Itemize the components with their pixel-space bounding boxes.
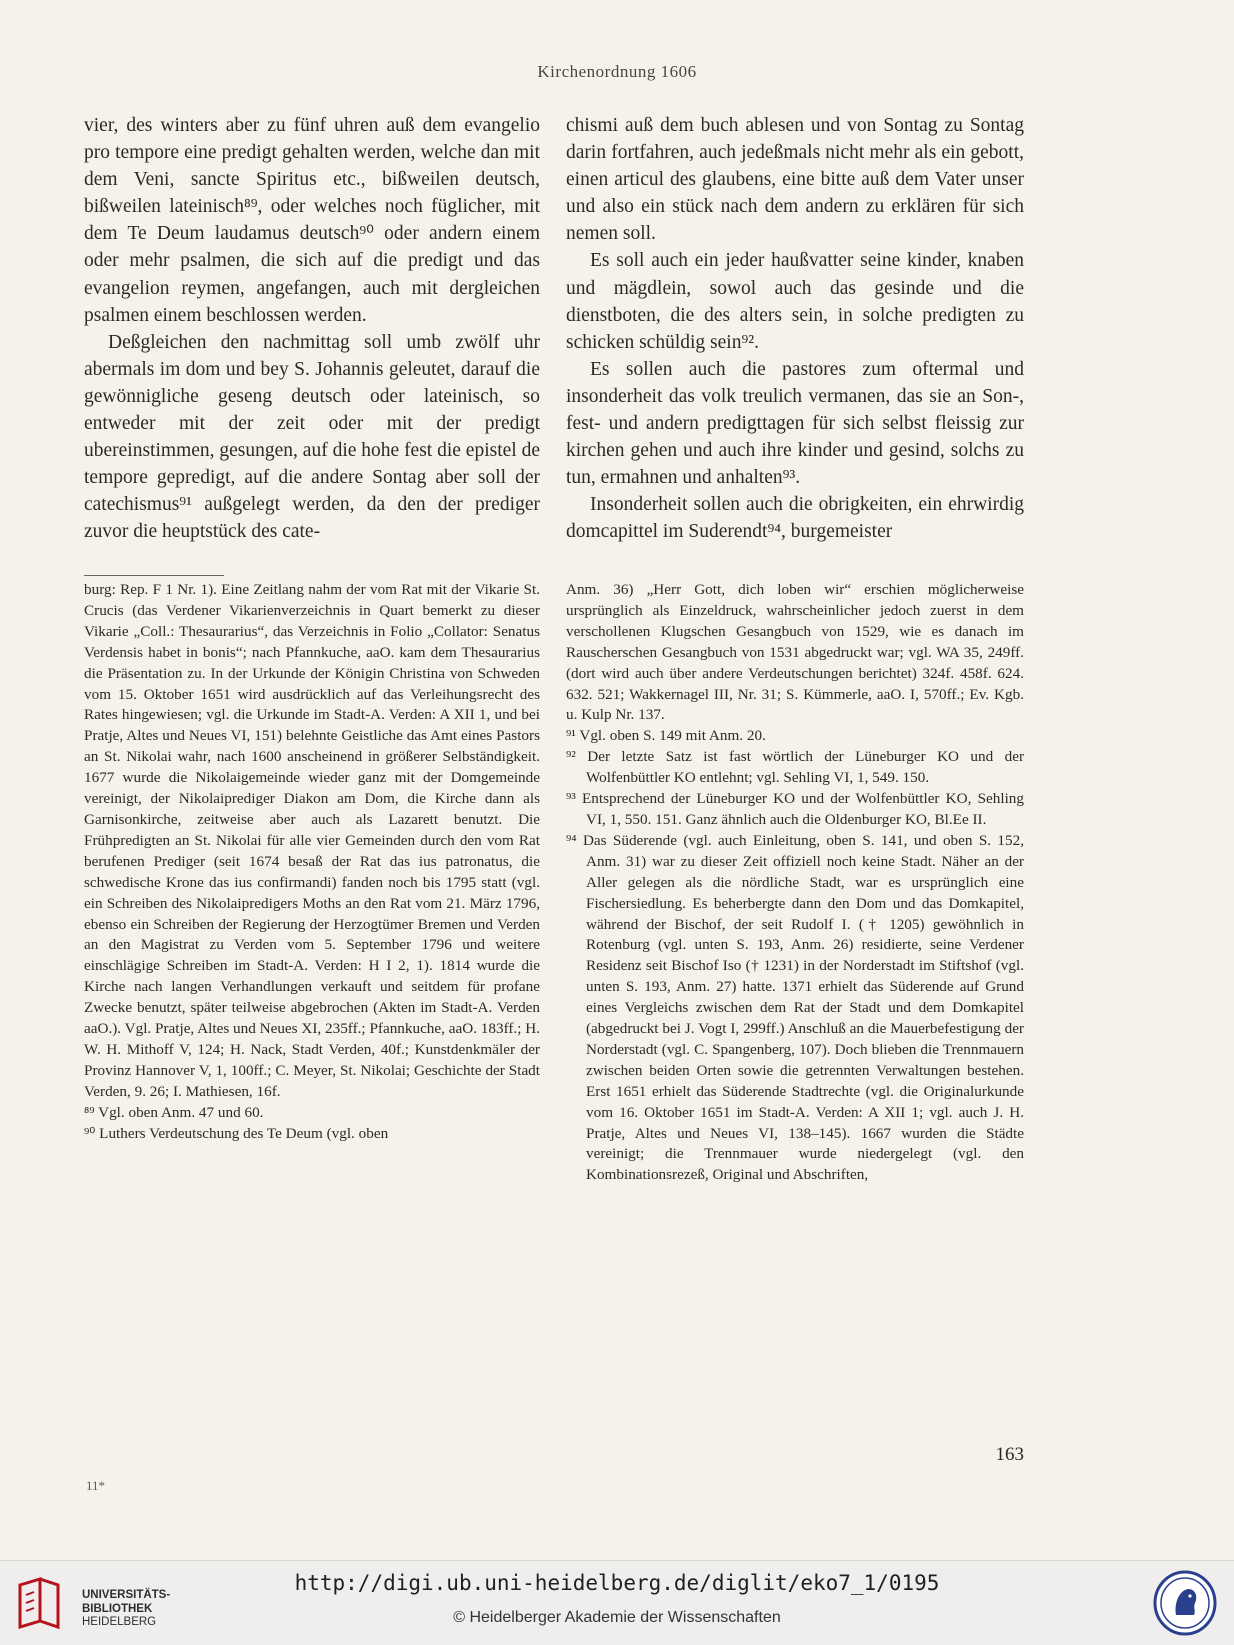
right-column-footnotes [566,580,1024,1186]
viewer-footer [0,1560,1234,1645]
permalink-url[interactable]: http://digi.ub.uni-heidelberg.de/diglit/eko7_1/0195 [294,1571,940,1595]
footnote-92: ⁹² Der letzte Satz ist fast wörtlich der Lüneburger KO und der Wolfenbüttler KO entlehnt; vgl. Sehling VI, 1, 549. 150. [566,748,1024,787]
paragraph: Es sollen auch die pastores zum oftermal und insonderheit das volk treulich vermanen, das sie an Son-, fest- und andern predigttagen für sich selbst fleissig zur kirchen gehen und auch ihre kinder und gesind, solchs zu tun, ermahnen und anhalten⁹³. [566,358,1024,489]
academy-seal-icon [1152,1569,1218,1637]
copyright-notice: © Heidelberger Akademie der Wissenschaften [453,1609,781,1626]
footnote-93: ⁹³ Entsprechend der Lüneburger KO und der Wolfenbüttler KO, Sehling VI, 1, 550. 151. Ganz ähnlich auch die Oldenburger KO, Bl.Ee II. [566,790,1024,828]
sheet-signature: 11* [86,1478,106,1493]
paragraph: chismi auß dem buch ablesen und von Sontag zu Sontag darin fortfahren, auch jedeßmals nicht mehr als ein gebott, einen articul des glaubens, eine bitte auß dem Vater unser und also ein stück nach dem andern zu erklären für sich nemen soll. [566,115,1024,245]
library-name-line: UNIVERSITÄTS- [82,1589,171,1601]
library-name-line: BIBLIOTHEK [82,1602,153,1615]
footnote-91: ⁹¹ Vgl. oben S. 149 mit Anm. 20. [566,727,766,745]
left-column-footnotes [84,580,540,1144]
paragraph: Insonderheit sollen auch die obrigkeiten, ein ehrwirdig domcapittel im Suderendt⁹⁴, burgemeister [566,494,1024,543]
page-number: 163 [995,1444,1024,1465]
paragraph: Deßgleichen den nachmittag soll umb zwölf uhr abermals im dom und bey S. Johannis geleutet, darauf die gewönnigliche geseng deutsch oder lateinisch, so entweder mit der zeit oder mit der predigt ubereinstimmen, gesungen, auf die hohe fest die epistel de tempore gepredigt, auf die andere Sontag aber soll der catechismus⁹¹ außgelegt werden, da den der prediger zuvor die heuptstück des cate- [84,331,540,543]
footnote-90: ⁹⁰ Luthers Verdeutschung des Te Deum (vgl. oben [84,1124,389,1142]
right-column-body [566,112,1024,546]
footnote-89: ⁸⁹ Vgl. oben Anm. 47 und 60. [84,1103,264,1121]
paragraph: Es soll auch ein jeder haußvatter seine kinder, knaben und mägdlein, sowol auch das gesinde und die dienstboten, die des alters sein, in solche predigten zu schicken schüldig sein⁹². [566,250,1024,353]
footnote-94: ⁹⁴ Das Süderende (vgl. auch Einleitung, oben S. 141, und oben S. 152, Anm. 31) war zu dieser Zeit offiziell noch keine Stadt. Näher an der Aller gelegen als die nördliche Stadt, war es ursprünglich eine Fischersiedlung. Es beherbergte dann den Dom und das Domkapitel, während der Bischof, der seit Rudolf I. († 1205) gewöhnlich in Rotenburg (vgl. unten S. 193, Anm. 26) residierte, seine Verdener Residenz seit Bischof Iso († 1231) in der Norderstadt im Stiftshof (vgl. unten S. 193, Anm. 27) hatte. 1371 erhielt das Süderende auf Grund eines Vergleichs zwischen dem Rat der Stadt und dem Domkapitel (abgedruckt bei J. Vogt I, 299ff.) Anschluß an die Mauerbefestigung der Norderstadt (vgl. C. Spangenberg, 107). Doch blieben die Trennmauern zwischen beiden Orten sowie die getrennten Verwaltungen bestehen. Erst 1651 erhielt das Süderende Stadtrechte (vgl. die Originalurkunde vom 16. Oktober 1651 im Stadt-A. Verden: A XII 1; vgl. auch J. H. Pratje, Altes und Neues VI, 138–145). 1667 wurden die Städte vereinigt; die Trennmauer wurde niedergelegt (vgl. den Kombinationsrezeß, Original und Abschriften, [566,831,1024,1184]
footnote-continued: burg: Rep. F 1 Nr. 1). Eine Zeitlang nahm der vom Rat mit der Vikarie St. Crucis (das Verdener Vikarienverzeichnis in Quart bemerkt zu dieser Vikarie „Coll.: Thesaurarius“, das Verzeichnis in Folio „Collator: Senatus Verdensis habet in bonis“; nach Pfannkuche, aaO. kam dem Thesaurarius die Präsentation zu. In der Urkunde der Königin Christina von Schweden vom 15. Oktober 1651 wird ausdrücklich auf das Verleihungsrecht des Rates hingewiesen; vgl. die Urkunde im Stadt-A. Verden: A XII 1, und bei Pratje, Altes und Neues VI, 151) belehnte Geistliche das Amt eines Pastors an St. Nikolai wahr, nach 1600 anscheinend in größerer Selbständigkeit. 1677 wurde die Nikolaigemeinde wieder ganz mit der Domgemeinde vereinigt, der Nikolaiprediger Diakon am Dom, die Kirche dann als Garnisonkirche, zeitweise aber auch als Lazarett benutzt. Die Frühpredigten an St. Nikolai für alle vier Gemeinden durch den vom Rat berufenen Prediger (seit 1674 besaß der Rat das ius patronatus, die schwedische Krone das ius confirmandi) fanden noch bis 1795 statt (vgl. ein Schreiben des Nikolaipredigers Moths an den Rat vom 21. März 1796, ebenso ein Schreiben der Regierung der Herzogtümer Bremen und Verden an den Magistrat zu Verden vom 5. September 1796 und weitere einschlägige Schreiben im Stadt-A. Verden: H I 2, 1). 1814 wurde die Kirche nach langen Verhandlungen verkauft und seitdem für profane Zwecke benutzt, später teilweise abgebrochen (Akten im Stadt-A. Verden aaO.). Vgl. Pratje, Altes und Neues XI, 235ff.; Pfannkuche, aaO. 183ff.; H. W. H. Mithoff V, 124; H. Nack, Stadt Verden, 40f.; Kunstdenkmäler der Provinz Hannover V, 1, 100ff.; C. Meyer, St. Nikolai; Geschichte der Stadt Verden, 9. 26; I. Mathiesen, 16f. [84,581,540,1100]
running-head: Kirchenordnung 1606 [537,62,697,81]
paragraph: vier, des winters aber zu fünf uhren auß dem evangelio pro tempore eine predigt gehalten werden, welche dan mit dem Veni, sancte Spiritus etc., bißweilen deutsch, bißweilen lateinisch⁸⁹, oder welches noch füglicher, mit dem Te Deum laudamus deutsch⁹⁰ oder andern einem oder mehr psalmen, die sich auf die predigt und das evangelion reymen, angefangen, auch mit dergleichen psalmen einem beschlossen werden. [84,115,540,326]
footnote-separator [84,575,224,576]
footnote-continued: Anm. 36) „Herr Gott, dich loben wir“ erschien möglicherweise ursprünglich als Einzeldruck, wahrscheinlicher jedoch zuerst in dem verschollenen Klugschen Gesangbuch von 1529, wie es danach im Rauscherschen Gesangbuch von 1531 abgedruckt war; vgl. WA 35, 249ff. (dort wird auch über andere Verdeutschungen berichtet) 324f. 458f. 624. 632. 521; Wakkernagel III, Nr. 31; S. Kümmerle, aaO. I, 570ff.; Ev. Kgb. u. Kulp Nr. 137. [566,581,1024,724]
library-name-line: HEIDELBERG [82,1616,157,1629]
left-column-body [84,112,540,546]
